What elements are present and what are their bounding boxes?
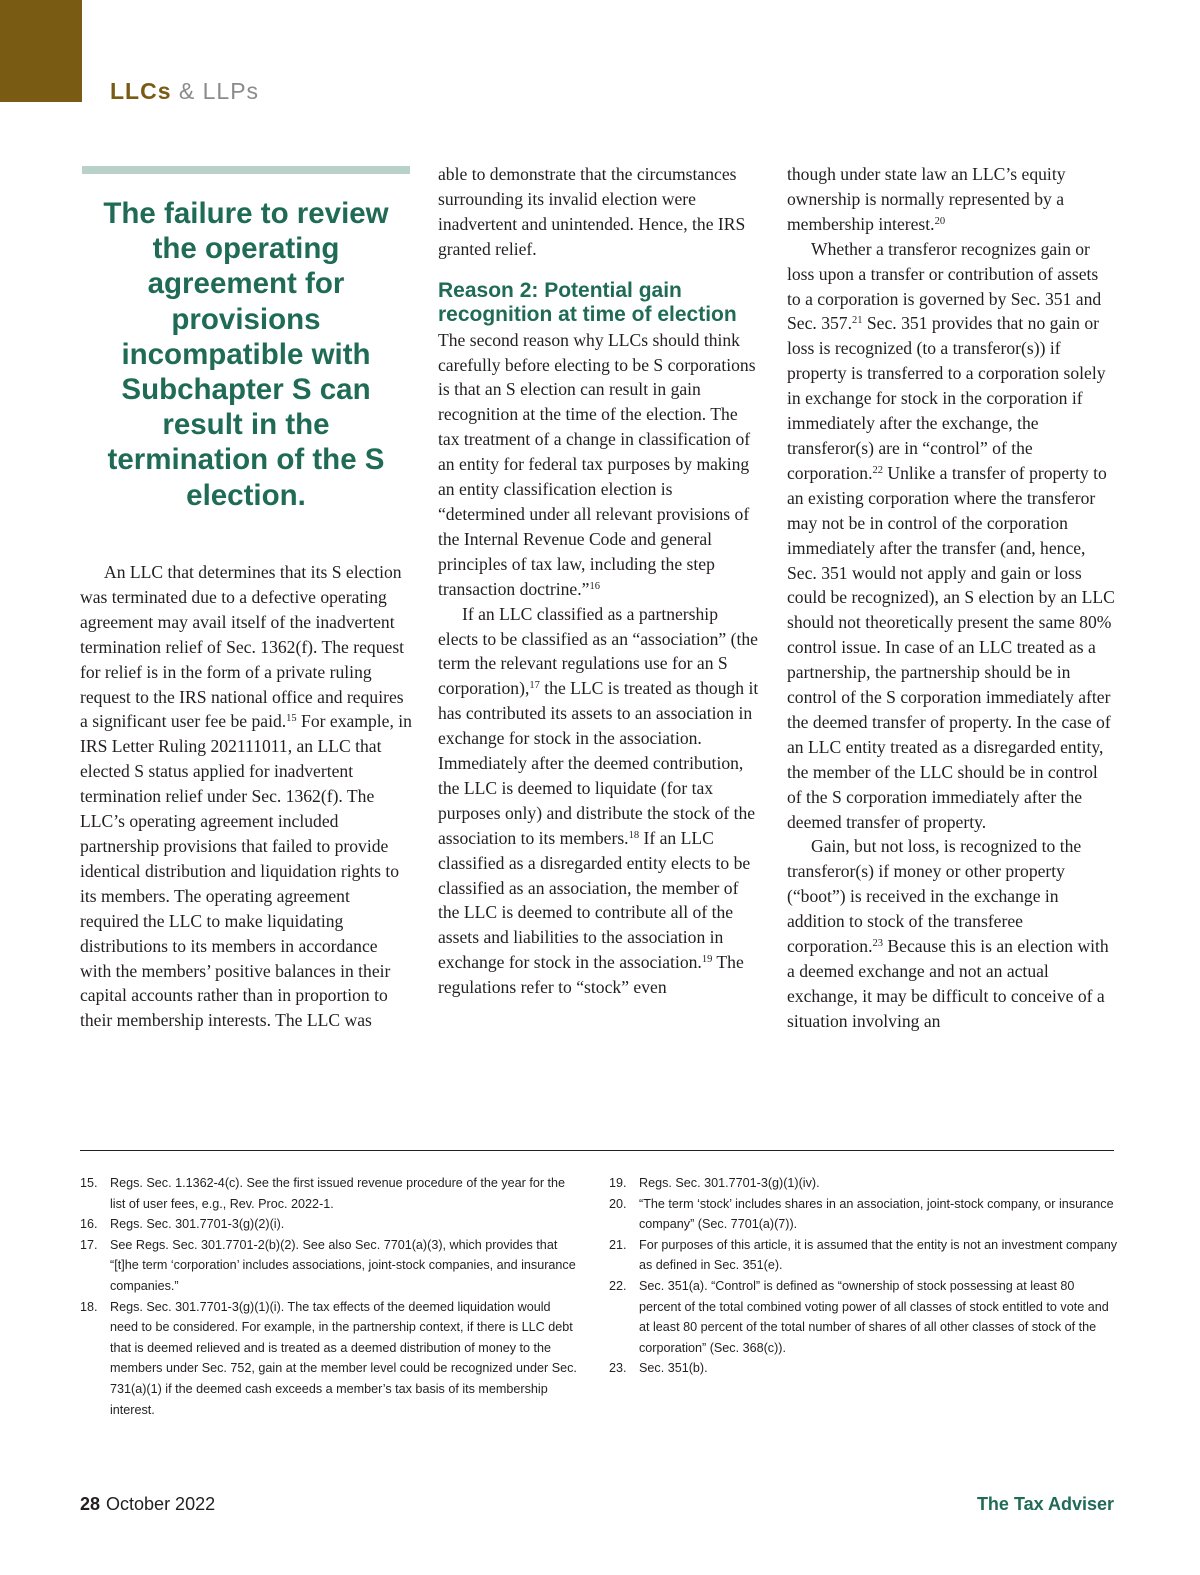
footnotes-right <box>609 1173 1119 1379</box>
footnote-number: 17. <box>80 1237 98 1252</box>
paragraph-text: An LLC that determines that its S election was terminated due to a defective operating agreement may avail itself of the inadvertent termination relief of Sec. 1362(f). The request for relief is in the form of a private ruling request to the IRS national office and requires a significant user fee be paid. <box>80 562 405 732</box>
section-header-primary: LLCs <box>110 78 172 104</box>
footnote-number: 18. <box>80 1299 98 1314</box>
paragraph <box>438 602 760 1001</box>
footnote <box>80 1214 580 1235</box>
paragraph-text: The second reason why LLCs should think carefully before electing to be S corporations is that an S election can result in gain recognition at the time of the election. The tax treatment of a change in classification of an entity for federal tax purposes by making an entity classification election is “determined under all relevant provisions of the Internal Revenue Code and general principles of tax law, including the step transaction doctrine.” <box>438 329 756 599</box>
footnote-text: Regs. Sec. 301.7701-3(g)(1)(iv). <box>639 1176 820 1190</box>
footnote <box>80 1235 580 1297</box>
section-header <box>110 78 259 105</box>
footnote <box>609 1276 1119 1358</box>
paragraph-text: The regulations refer to “stock” even <box>438 952 744 998</box>
footnote-text: Regs. Sec. 301.7701-3(g)(2)(i). <box>110 1217 285 1232</box>
footnote-text: Regs. Sec. 301.7701-3(g)(1)(i). The tax effects of the deemed liquidation would need to be considered. For example, in the partnership context, if there is LLC debt that is deemed relieved and is treated as a deemed distribution of money to the members under Sec. 752, gain at the member level could be recognized under Sec. 731(a)(1) if the deemed cash exceeds a member’s tax basis of its membership interest. <box>110 1299 577 1417</box>
footnote-text: Sec. 351(a). “Control” is defined as “ownership of stock possessing at least 80 percent of the total combined voting power of all classes of stock entitled to vote and at least 80 percent of the total number of shares of all other classes of stock of the corporation” (Sec. 368(c)). <box>639 1278 1109 1355</box>
publication-name: The Tax Adviser <box>976 1494 1114 1514</box>
footnote-text: See Regs. Sec. 301.7701-2(b)(2). See also Sec. 7701(a)(3), which provides that “[t]he term ‘corporation’ includes associations, joint-stock companies, and insurance companies.” <box>110 1237 576 1293</box>
paragraph <box>80 560 412 1033</box>
paragraph-text: though under state law an LLC’s equity ownership is normally represented by a membership interest. <box>787 164 1066 234</box>
body-column-3 <box>787 162 1115 1034</box>
paragraph <box>787 834 1115 1033</box>
paragraph <box>787 237 1115 835</box>
footnote-ref: 17 <box>529 680 540 692</box>
footnote <box>80 1297 580 1421</box>
issue-date: October 2022 <box>106 1494 216 1514</box>
footnote-ref: 15 <box>286 713 297 725</box>
footnote-ref: 22 <box>872 464 883 476</box>
paragraph: able to demonstrate that the circumstances surrounding its invalid election were inadvertent and unintended. Hence, the IRS granted relief. <box>438 164 746 259</box>
body-column-2 <box>438 162 760 1000</box>
body-column-1 <box>80 560 412 1033</box>
corner-color-block <box>0 0 82 102</box>
footnote <box>609 1194 1119 1235</box>
footnote-text: For purposes of this article, it is assumed that the entity is not an investment company as defined in Sec. 351(e). <box>639 1237 1118 1273</box>
paragraph-text: Because this is an election with a deemed exchange and not an actual exchange, it may be difficult to conceive of a situation involving an <box>787 936 1109 1031</box>
section-header-secondary: & LLPs <box>178 78 260 104</box>
pull-quote-rule <box>82 166 410 174</box>
paragraph <box>438 328 760 602</box>
paragraph-text: If an LLC classified as a disregarded entity elects to be classified as an association, the member of the LLC is deemed to contribute all of the assets and liabilities to the association in exchange for stock in the association. <box>438 827 751 973</box>
footnote-number: 15. <box>80 1176 98 1190</box>
paragraph-text: If an LLC classified as a partnership elects to be classified as an “association” (the term the relevant regulations use for an S corporation), <box>438 603 758 699</box>
paragraph-text: Whether a transferor recognizes gain or loss upon a transfer or contribution of assets to a corporation is governed by Sec. 351 and Sec. 357. <box>787 238 1102 334</box>
footnote-ref: 20 <box>934 215 946 227</box>
paragraph-text: For example, in IRS Letter Ruling 202111011, an LLC that elected S status applied for inadvertent termination relief under Sec. 1362(f). The LLC’s operating agreement included partnership provisions that failed to provide identical distribution and liquidation rights to its members. The operating agreement required the LLC to make liquidating distributions to its members in accordance with the members’ positive balances in their capital accounts rather than in proportion to their membership interests. The LLC was <box>80 711 412 1031</box>
footnote-ref: 23 <box>872 938 883 950</box>
footnote-text: “The term ‘stock’ includes shares in an association, joint-stock company, or insurance company” (Sec. 7701(a)(7)). <box>639 1196 1114 1232</box>
paragraph-text: the LLC is treated as though it has contributed its assets to an association in exchange for stock in the association. Immediately after the deemed contribution, the LLC is deemed to liquidate (for tax purposes only) and distribute the stock of the association to its members. <box>438 678 759 848</box>
page-footer-left <box>80 1494 215 1515</box>
footnote <box>609 1358 1119 1379</box>
paragraph-text: Unlike a transfer of property to an existing corporation where the transferor may not be in control of the corporation immediately after the transfer (and, hence, Sec. 351 would not apply and gain or loss could be recognized), an S election by an LLC should not theoretically present the same 80% control issue. In case of an LLC treated as a partnership, the partnership should be in control of the S corporation immediately after the deemed transfer of property. In the case of an LLC entity treated as a disregarded entity, the member of the LLC should be in control of the S corporation immediately after the deemed transfer of property. <box>787 462 1115 832</box>
footnote-ref: 16 <box>589 580 600 592</box>
footnote-ref: 18 <box>628 829 640 841</box>
footnote-text: Regs. Sec. 1.1362-4(c). See the first issued revenue procedure of the year for the list of user fees, e.g., Rev. Proc. 2022-1. <box>110 1176 566 1211</box>
footnote-number: 19. <box>609 1176 627 1190</box>
footnote-ref: 19 <box>701 954 713 966</box>
footnote-number: 23. <box>609 1361 627 1376</box>
footnote-ref: 21 <box>852 315 863 327</box>
footnotes-left <box>80 1173 580 1420</box>
footnote-divider <box>80 1150 1114 1151</box>
footnote-text: Sec. 351(b). <box>639 1361 708 1376</box>
subheading: Reason 2: Potential gain recognition at time of election <box>438 278 737 327</box>
footnote <box>609 1173 1119 1194</box>
footnote <box>609 1235 1119 1276</box>
footnote-number: 20. <box>609 1196 627 1211</box>
page-number: 28 <box>80 1494 101 1514</box>
footnote <box>80 1173 580 1214</box>
paragraph <box>787 162 1115 237</box>
pull-quote: The failure to review the operating agreement for provisions incompatible with Subchapter S can result in the termination of the S election. <box>103 197 389 512</box>
footnote-number: 22. <box>609 1278 627 1293</box>
paragraph-text: Gain, but not loss, is recognized to the transferor(s) if money or other property (“boot”) is received in the exchange in addition to stock of the transferee corporation. <box>787 836 1082 957</box>
footnote-number: 16. <box>80 1217 98 1232</box>
paragraph-text: Sec. 351 provides that no gain or loss is recognized (to a transferor(s)) if property is transferred to a corporation solely in exchange for stock in the corporation if immediately after the exchange, the transferor(s) are in “control” of the corporation. <box>787 313 1106 483</box>
footnote-number: 21. <box>609 1237 627 1252</box>
